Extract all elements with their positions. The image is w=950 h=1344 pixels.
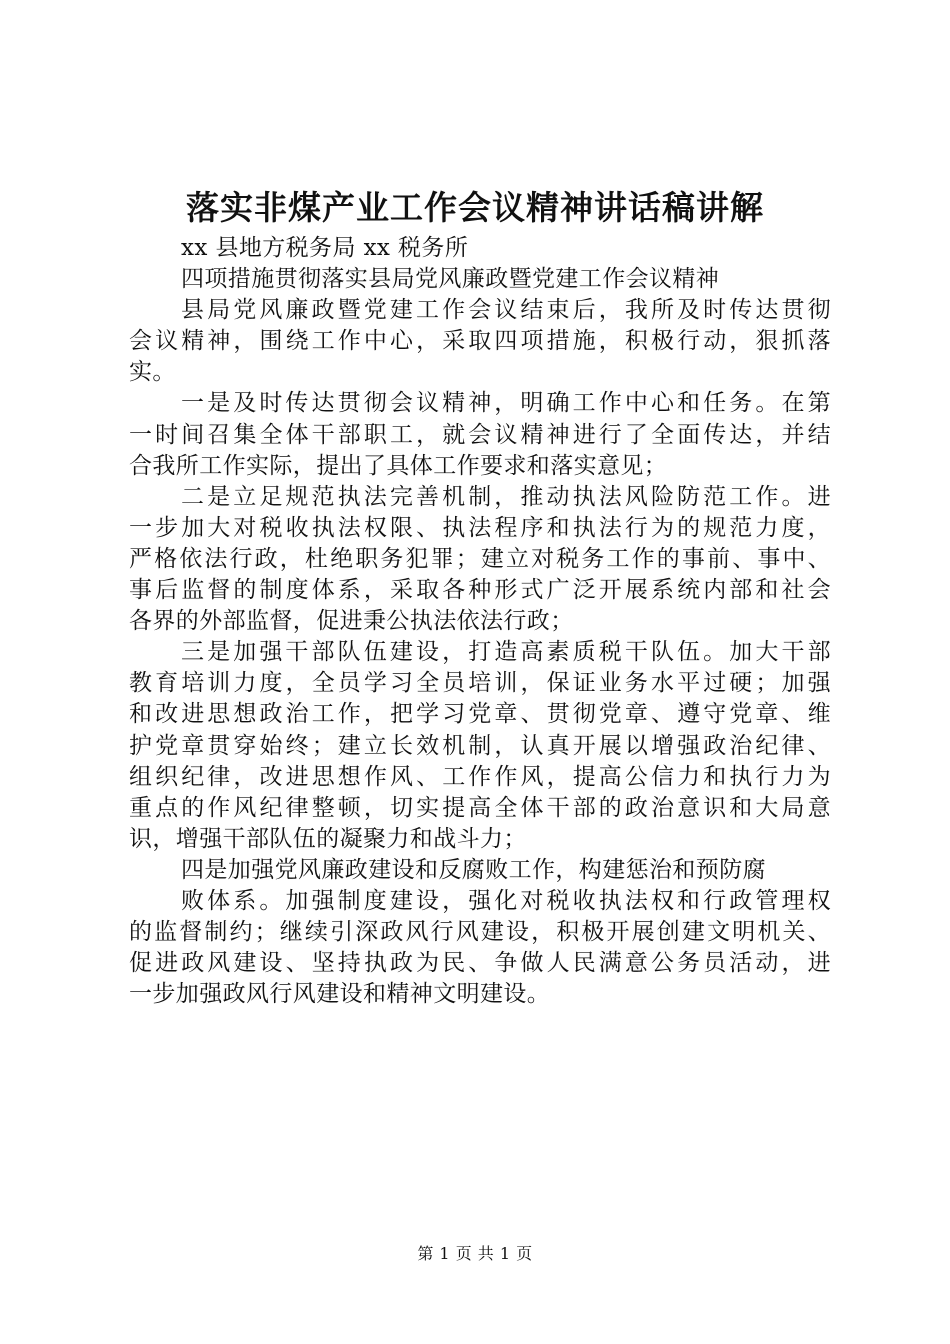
text-line: 一步加强政风行风建设和精神文明建设。 xyxy=(129,981,551,1008)
text-line: 护党章贯穿始终；建立长效机制，认真开展以增强政治纪律、 xyxy=(129,732,831,759)
text-line: 教育培训力度，全员学习全员培训，保证业务水平过硬；加强 xyxy=(129,670,831,697)
text-line: 严格依法行政，杜绝职务犯罪；建立对税务工作的事前、事中、 xyxy=(129,545,831,572)
text-line: 事后监督的制度体系，采取各种形式广泛开展系统内部和社会 xyxy=(129,577,831,604)
text-line: 三是加强干部队伍建设，打造高素质税干队伍。加大干部 xyxy=(181,639,831,666)
text-line: 会议精神，围绕工作中心，采取四项措施，积极行动，狠抓落 xyxy=(129,328,831,355)
document-title: 落实非煤产业工作会议精神讲话稿讲解 xyxy=(186,188,764,227)
text-line: 四项措施贯彻落实县局党风廉政暨党建工作会议精神 xyxy=(181,266,720,293)
text-line: 和改进思想政治工作，把学习党章、贯彻党章、遵守党章、维 xyxy=(129,701,831,728)
text-line: 败体系。加强制度建设，强化对税收执法权和行政管理权 xyxy=(181,887,831,914)
text-line: xx 县地方税务局 xx 税务所 xyxy=(181,235,469,261)
document-body xyxy=(129,233,831,1010)
text-line: 重点的作风纪律整顿，切实提高全体干部的政治意识和大局意 xyxy=(129,794,831,821)
text-line: 各界的外部监督，促进秉公执法依法行政； xyxy=(129,608,574,635)
text-line: 促进政风建设、坚持执政为民、争做人民满意公务员活动，进 xyxy=(129,950,831,977)
text-line: 一步加大对税收执法权限、执法程序和执法行为的规范力度， xyxy=(129,514,831,541)
text-line: 组织纪律，改进思想作风、工作作风，提高公信力和执行力为 xyxy=(129,763,831,790)
text-line: 二是立足规范执法完善机制，推动执法风险防范工作。进 xyxy=(181,483,831,510)
text-line: 一时间召集全体干部职工，就会议精神进行了全面传达，并结 xyxy=(129,421,831,448)
text-line: 识，增强干部队伍的凝聚力和战斗力； xyxy=(129,825,527,852)
page-footer: 第 1 页 共 1 页 xyxy=(417,1244,533,1263)
text-line: 的监督制约；继续引深政风行风建设，积极开展创建文明机关、 xyxy=(129,919,831,946)
text-line: 合我所工作实际，提出了具体工作要求和落实意见； xyxy=(129,452,668,479)
text-line: 县局党风廉政暨党建工作会议结束后，我所及时传达贯彻 xyxy=(181,297,831,324)
text-line: 实。 xyxy=(129,359,176,386)
text-line: 四是加强党风廉政建设和反腐败工作，构建惩治和预防腐 xyxy=(181,856,766,883)
text-line: 一是及时传达贯彻会议精神，明确工作中心和任务。在第 xyxy=(181,390,831,417)
